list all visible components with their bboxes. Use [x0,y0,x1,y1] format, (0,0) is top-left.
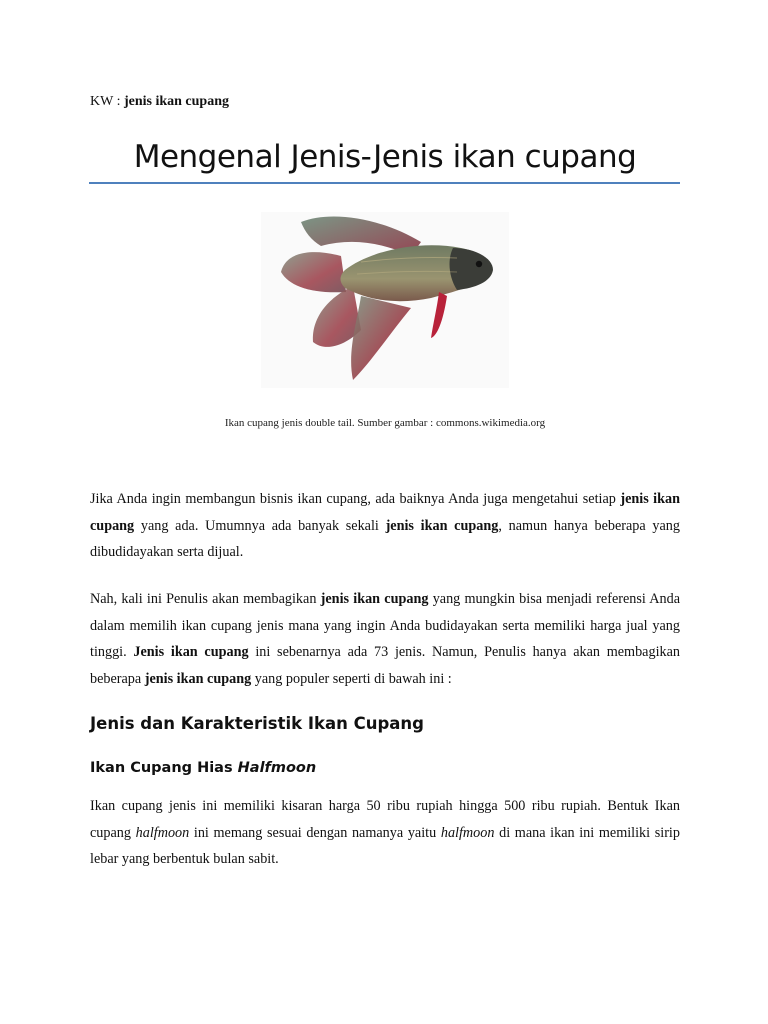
betta-fish-illustration [261,212,509,388]
section-heading: Jenis dan Karakteristik Ikan Cupang [90,714,424,733]
upper-tail-fin [281,252,346,292]
italic-term: halfmoon [440,824,495,841]
text: Nah, kali ini Penulis akan membagikan [90,591,321,607]
keyword-bold: jenis ikan cupang [90,491,680,534]
text: ini sebenarnya ada 73 jenis. Namun, Penulis hanya akan membagikan beberapa [90,644,680,687]
italic-term: halfmoon [135,824,190,841]
page-title: Mengenal Jenis-Jenis ikan cupang [133,139,637,175]
title-underline [89,182,680,184]
text: , namun hanya beberapa yang dibudidayakan serta dijual. [90,517,680,560]
text: Ikan Cupang Hias [90,760,238,776]
text: Jika Anda ingin membangun bisnis ikan cupang, ada baiknya Anda juga mengetahui setiap [90,491,621,507]
keyword-bold: jenis ikan cupang [385,517,499,534]
betta-fish-image [261,212,509,388]
italic-term: Halfmoon [237,760,317,776]
fish-eye [476,261,482,267]
halfmoon-paragraph [90,793,680,873]
keyword-bold: jenis ikan cupang [144,670,252,687]
intro-paragraph [90,486,680,566]
second-paragraph [90,586,680,692]
text: yang populer seperti di bawah ini : [251,670,452,687]
text: Ikan cupang jenis ini memiliki kisaran harga 50 ribu rupiah hingga 500 ribu rupiah. Bentuk Ikan cupang [90,798,680,841]
text: ini memang sesuai dengan namanya yaitu [189,824,441,841]
text: di mana ikan ini memiliki sirip lebar yang berbentuk bulan sabit. [90,824,680,867]
keyword-label: KW : [90,94,124,109]
image-caption: Ikan cupang jenis double tail. Sumber gambar : commons.wikimedia.org [224,417,546,429]
text: yang mungkin bisa menjadi referensi Anda dalam memilih ikan cupang jenis mana yang ingin Anda budidayakan serta memiliki harga jual yang tinggi. [90,591,680,660]
pelvic-fin [431,292,447,338]
keyword-line [90,93,229,111]
subsection-heading [90,757,316,779]
fish-head [450,248,493,290]
anal-fin [351,296,411,380]
keyword-value: jenis ikan cupang [123,94,230,109]
keyword-bold: jenis ikan cupang [320,591,429,607]
keyword-bold: Jenis ikan cupang [133,644,249,660]
text: yang ada. Umumnya ada banyak sekali [134,517,386,534]
